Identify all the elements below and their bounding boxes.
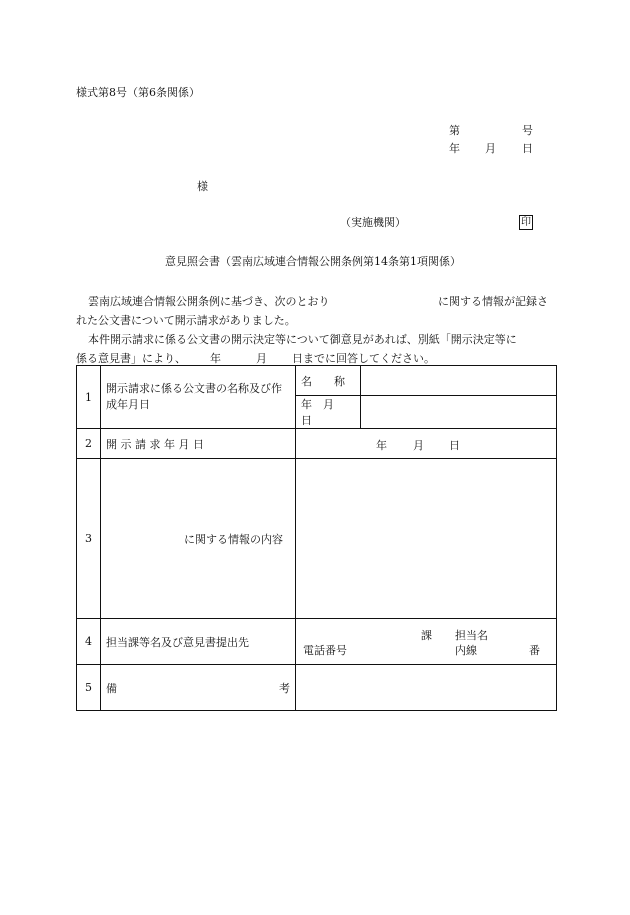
body-line1b: に関する情報が記録さ <box>438 295 548 308</box>
row4-contact-field[interactable] <box>296 619 557 665</box>
row5-label-a: 備 <box>106 681 117 695</box>
body-line4b: 年 <box>210 352 221 365</box>
date-day: 日 <box>522 142 533 155</box>
table-row <box>77 459 557 619</box>
row2-label: 開 示 請 求 年 月 日 <box>101 429 296 459</box>
row2-number: 2 <box>77 429 101 459</box>
row4-tantou: 担当名 <box>455 628 488 642</box>
row5-label-b: 考 <box>279 681 290 695</box>
body-line4c: 月 <box>256 352 267 365</box>
body-line4a: 係る意見書」により、 <box>76 352 186 365</box>
row4-tel: 電話番号 <box>303 643 347 657</box>
form-table <box>76 365 557 711</box>
issue-char: 号 <box>522 124 533 137</box>
row2-day: 日 <box>449 438 460 452</box>
row1-name-field[interactable] <box>361 366 557 396</box>
row1-date-field[interactable] <box>361 396 557 429</box>
row3-label: に関する情報の内容 <box>101 459 296 619</box>
body-line4d: 日までに回答してください。 <box>292 352 435 365</box>
row4-ka: 課 <box>421 628 432 642</box>
row4-naisen: 内線 <box>455 643 477 657</box>
form-number: 様式第8号（第6条関係） <box>76 86 200 99</box>
seal-text: 印 <box>521 217 531 228</box>
body-paragraph <box>76 292 560 368</box>
row2-year: 年 <box>376 438 387 452</box>
seal-mark <box>519 215 533 230</box>
table-row <box>77 665 557 711</box>
row5-remarks-field[interactable] <box>296 665 557 711</box>
body-line3: 本件開示請求に係る公文書の開示決定等について御意見があれば、別紙「開示決定等に <box>88 333 517 346</box>
row1-name-label: 名 称 <box>296 366 361 396</box>
date-month: 月 <box>485 142 496 155</box>
row4-ban: 番 <box>529 643 540 657</box>
row5-label <box>101 665 296 711</box>
row2-month: 月 <box>413 438 424 452</box>
table-row <box>77 429 557 459</box>
row3-content-field[interactable] <box>296 459 557 619</box>
row4-number: 4 <box>77 619 101 665</box>
date-year: 年 <box>449 142 460 155</box>
row3-number: 3 <box>77 459 101 619</box>
document-title: 意見照会書（雲南広域連合情報公開条例第14条第1項関係） <box>165 255 461 268</box>
row4-label: 担当課等名及び意見書提出先 <box>101 619 296 665</box>
addressee-suffix: 様 <box>197 180 208 193</box>
table-row <box>77 619 557 665</box>
table-row <box>77 366 557 396</box>
row1-date-label: 年 月 日 <box>296 396 361 429</box>
issuer-label: （実施機関） <box>340 216 406 229</box>
body-line1a: 雲南広域連合情報公開条例に基づき、次のとおり <box>88 295 330 308</box>
row1-number: 1 <box>77 366 101 429</box>
row2-date-field[interactable] <box>296 429 557 459</box>
body-line2: れた公文書について開示請求がありました。 <box>76 314 296 327</box>
row1-label: 開示請求に係る公文書の名称及び作成年月日 <box>101 366 296 429</box>
row5-number: 5 <box>77 665 101 711</box>
number-char: 第 <box>449 124 460 137</box>
